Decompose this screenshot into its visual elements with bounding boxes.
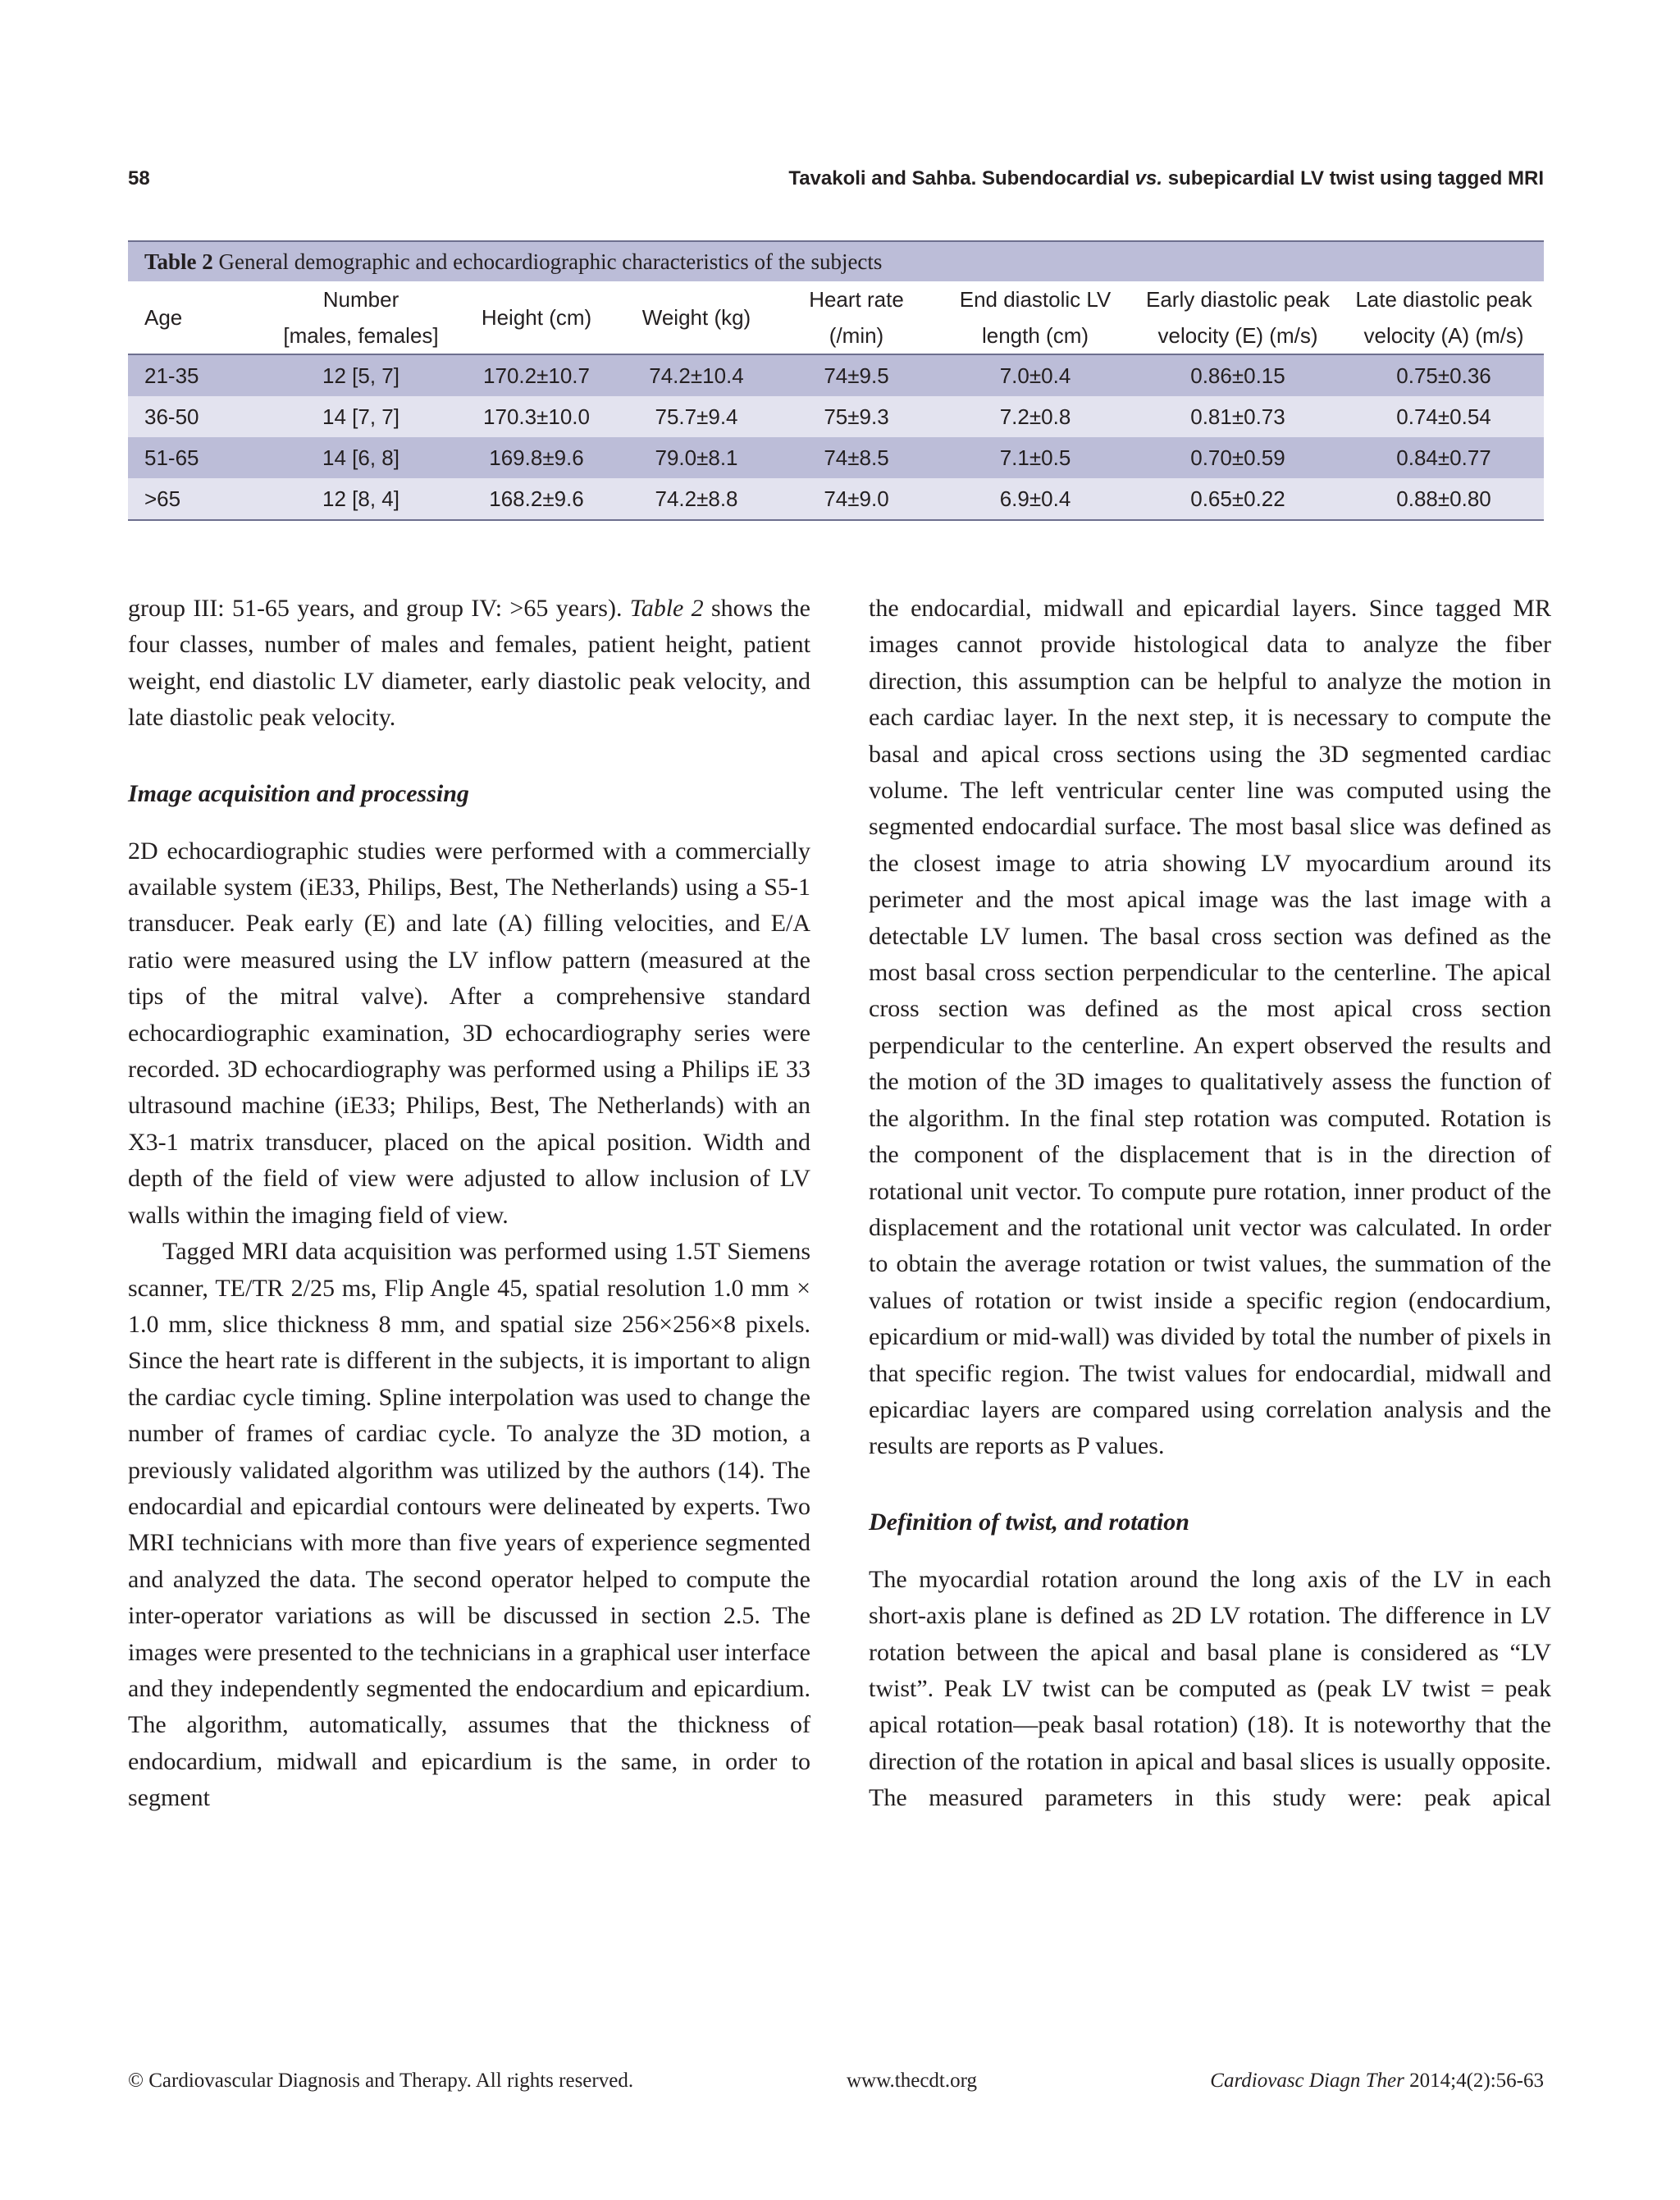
- column-header: End diastolic LV length (cm): [938, 281, 1132, 354]
- table-cell: 7.1±0.5: [938, 437, 1132, 478]
- table-caption-label: Table 2: [144, 249, 213, 274]
- table-cell: 170.3±10.0: [454, 396, 619, 437]
- table-cell: 170.2±10.7: [454, 354, 619, 396]
- table-cell: 75.7±9.4: [619, 396, 774, 437]
- table-cell: 7.2±0.8: [938, 396, 1132, 437]
- table-caption-text: General demographic and echocardiographic characteristics of the subjects: [212, 249, 883, 274]
- table-cell: 0.88±0.80: [1344, 478, 1544, 520]
- table-reference: Table 2: [629, 595, 704, 622]
- section-heading: Definition of twist, and rotation: [869, 1508, 1189, 1536]
- table-caption: [128, 241, 1544, 281]
- column-header: Weight (kg): [619, 281, 774, 354]
- column-header: Height (cm): [454, 281, 619, 354]
- table-cell: 12 [5, 7]: [267, 354, 454, 396]
- table-cell: 0.75±0.36: [1344, 354, 1544, 396]
- table-cell: 74.2±8.8: [619, 478, 774, 520]
- table-cell: 74±9.5: [774, 354, 938, 396]
- table-cell: 0.84±0.77: [1344, 437, 1544, 478]
- table-2: [128, 240, 1544, 521]
- table-cell: 12 [8, 4]: [267, 478, 454, 520]
- table-cell: 79.0±8.1: [619, 437, 774, 478]
- column-header: Late diastolic peak velocity (A) (m/s): [1344, 281, 1544, 354]
- table-cell: 74±9.0: [774, 478, 938, 520]
- table-cell: 74.2±10.4: [619, 354, 774, 396]
- paragraph: group III: 51-65 years, and group IV: >65 years). Table 2 shows the four classes, number of males and females, patient height, patient weight, end diastolic LV diameter, early diastolic peak velocity, and late diastolic peak velocity.: [128, 595, 810, 732]
- table-cell: 168.2±9.6: [454, 478, 619, 520]
- column-header: Early diastolic peak velocity (E) (m/s): [1132, 281, 1344, 354]
- journal-name: Cardiovasc Diagn Ther: [1210, 2070, 1404, 2092]
- page-number: 58: [128, 167, 150, 189]
- table-cell: 36-50: [128, 396, 267, 437]
- right-text-column: [869, 591, 1551, 1817]
- paragraph: Tagged MRI data acquisition was performed using 1.5T Siemens scanner, TE/TR 2/25 ms, Flip Angle 45, spatial resolution 1.0 mm × 1.0 mm, slice thickness 8 mm, and spatial size 256×256×8 pixels. Since the heart rate is different in the subjects, it is important to align the cardiac cycle timing. Spline interpolation was used to change the number of frames of cardiac cycle. To analyze the 3D motion, a previously validated algorithm was utilized by the authors (14). The endocardial and epicardial contours were delineated by experts. Two MRI technicians with more than five years of experience segmented and analyzed the data. The second operator helped to compute the inter-operator variations as will be discussed in section 2.5. The images were presented to the technicians in a graphical user interface and they independently segmented the endocardium and epicardium. The algorithm, automatically, assumes that the thickness of endocardium, midwall and epicardium is the same, in order to segment: [128, 1238, 810, 1812]
- running-title-vs: vs.: [1134, 167, 1163, 189]
- paragraph: 2D echocardiographic studies were performed with a commercially available system (iE33, Philips, Best, The Netherlands) using a S5-1 transducer. Peak early (E) and late (A) filling velocities, and E/A ratio were measured using the LV inflow pattern (measured at the tips of the mitral valve). After a comprehensive standard echocardiographic examination, 3D echocardiography series were recorded. 3D echocardiography was performed using a Philips iE 33 ultrasound machine (iE33; Philips, Best, The Netherlands) with an X3-1 matrix transducer, placed on the apical position. Width and depth of the field of view were adjusted to allow inclusion of LV walls within the imaging field of view.: [128, 837, 810, 1229]
- table-cell: 169.8±9.6: [454, 437, 619, 478]
- table-cell: >65: [128, 478, 267, 520]
- footer-copyright: © Cardiovascular Diagnosis and Therapy. All rights reserved.: [128, 2070, 634, 2092]
- column-header: Heart rate (/min): [774, 281, 938, 354]
- table-cell: 51-65: [128, 437, 267, 478]
- section-heading: Image acquisition and processing: [128, 779, 469, 807]
- table-cell: 14 [7, 7]: [267, 396, 454, 437]
- running-title-part: subepicardial LV twist using tagged MRI: [1162, 167, 1544, 189]
- column-header: Age: [128, 281, 267, 354]
- citation-details: 2014;4(2):56-63: [1404, 2070, 1544, 2092]
- table-row: [128, 354, 1544, 396]
- running-header: [788, 167, 1544, 190]
- paragraph: The myocardial rotation around the long axis of the LV in each short-axis plane is defined as 2D LV rotation. The difference in LV rotation between the apical and basal plane is considered as “LV twist”. Peak LV twist can be computed as (peak LV twist = peak apical rotation—peak basal rotation) (18). It is noteworthy that the direction of the rotation in apical and basal slices is usually opposite. The measured parameters in this study were: peak apical: [869, 1565, 1551, 1812]
- table-cell: 0.74±0.54: [1344, 396, 1544, 437]
- table-cell: 0.65±0.22: [1132, 478, 1344, 520]
- demographics-table: [128, 240, 1544, 521]
- table-cell: 0.70±0.59: [1132, 437, 1344, 478]
- table-cell: 21-35: [128, 354, 267, 396]
- table-cell: 14 [6, 8]: [267, 437, 454, 478]
- table-cell: 75±9.3: [774, 396, 938, 437]
- table-cell: 0.86±0.15: [1132, 354, 1344, 396]
- table-row: [128, 396, 1544, 437]
- table-cell: 0.81±0.73: [1132, 396, 1344, 437]
- running-title-part: Tavakoli and Sahba. Subendocardial: [788, 167, 1135, 189]
- table-cell: 74±8.5: [774, 437, 938, 478]
- table-row: [128, 478, 1544, 520]
- table-cell: 7.0±0.4: [938, 354, 1132, 396]
- column-header: Number [males, females]: [267, 281, 454, 354]
- table-cell: 6.9±0.4: [938, 478, 1132, 520]
- paragraph: the endocardial, midwall and epicardial layers. Since tagged MR images cannot provide histological data to analyze the fiber direction, this assumption can be helpful to analyze the motion in each cardiac layer. In the next step, it is necessary to compute the basal and apical cross sections using the 3D segmented cardiac volume. The left ventricular center line was computed using the segmented endocardial surface. The most basal slice was defined as the closest image to atria showing LV myocardium around its perimeter and the most apical image was the last image with a detectable LV lumen. The basal cross section was defined as the most basal cross section perpendicular to the centerline. The apical cross section was defined as the most apical cross section perpendicular to the centerline. An expert observed the results and the motion of the 3D images to qualitatively assess the function of the algorithm. In the final step rotation was computed. Rotation is the component of the displacement that is in the direction of rotational unit vector. To compute pure rotation, inner product of the displacement and the rotational unit vector was calculated. In order to obtain the average rotation or twist values, the summation of the values of rotation or twist inside a specific region (endocardium, epicardium or mid-wall) was divided by total the number of pixels in that specific region. The twist values for endocardial, midwall and epicardiac layers are compared using correlation analysis and the results are reports as P values.: [869, 595, 1551, 1460]
- left-text-column: [128, 591, 810, 1817]
- footer-citation: [1210, 2070, 1544, 2093]
- footer-url[interactable]: www.thecdt.org: [847, 2070, 977, 2092]
- table-row: [128, 437, 1544, 478]
